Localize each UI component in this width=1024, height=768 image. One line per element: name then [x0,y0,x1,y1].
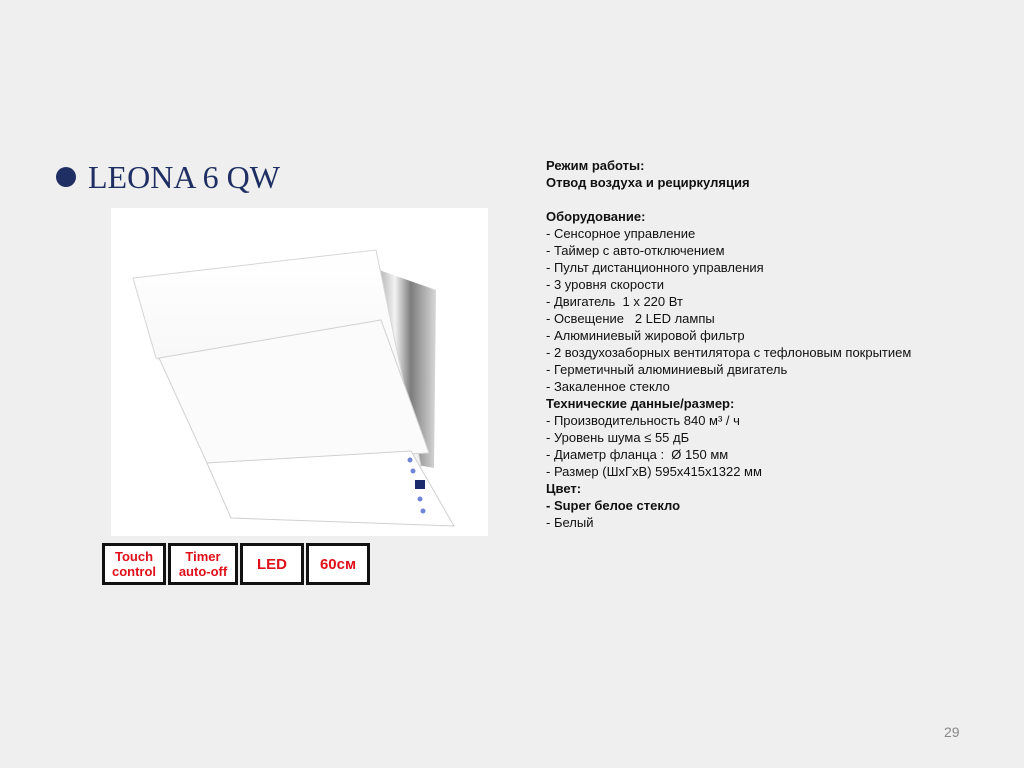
equipment-item: - Алюминиевый жировой фильтр [546,328,745,343]
tech-item: - Размер (ШхГхВ) 595х415х1322 мм [546,464,762,479]
feature-badges [102,543,372,585]
tech-item: - Диаметр фланца : Ø 150 мм [546,447,729,462]
equipment-item: - Освещение 2 LED лампы [546,311,715,326]
mode-heading: Режим работы: [546,158,645,173]
slide-title-text: LEONA 6 QW [88,159,280,195]
bullet-icon [56,167,76,187]
badge-led: LED [240,543,304,585]
color-item-super-white: - Super белое стекло [546,498,681,513]
badge-timer-auto-off: Timer auto-off [168,543,238,585]
tech-item: - Производительность 840 м³ / ч [546,413,740,428]
tech-item: - Уровень шума ≤ 55 дБ [546,430,690,445]
spacer [546,191,986,208]
equipment-item: - Таймер с авто-отключением [546,243,725,258]
equipment-item: - Закаленное стекло [546,379,670,394]
color-item-white: - Белый [546,515,594,530]
badge-60cm: 60см [306,543,370,585]
equipment-heading: Оборудование: [546,209,646,224]
equipment-item: - Герметичный алюминиевый двигатель [546,362,788,377]
slide-title [56,158,280,196]
tech-heading: Технические данные/размер: [546,396,735,411]
equipment-item: - Сенсорное управление [546,226,696,241]
equipment-item: - Двигатель 1 х 220 Вт [546,294,683,309]
equipment-item: - 2 воздухозаборных вентилятора с тефлоновым покрытием [546,345,912,360]
equipment-item: - 3 уровня скорости [546,277,665,292]
badge-touch-control: Touch control [102,543,166,585]
color-heading: Цвет: [546,481,582,496]
range-hood-illustration [111,208,488,536]
mode-value: Отвод воздуха и рециркуляция [546,175,750,190]
spec-block [546,157,986,531]
equipment-item: - Пульт дистанционного управления [546,260,764,275]
product-image [111,208,488,536]
page-number: 29 [944,724,960,740]
